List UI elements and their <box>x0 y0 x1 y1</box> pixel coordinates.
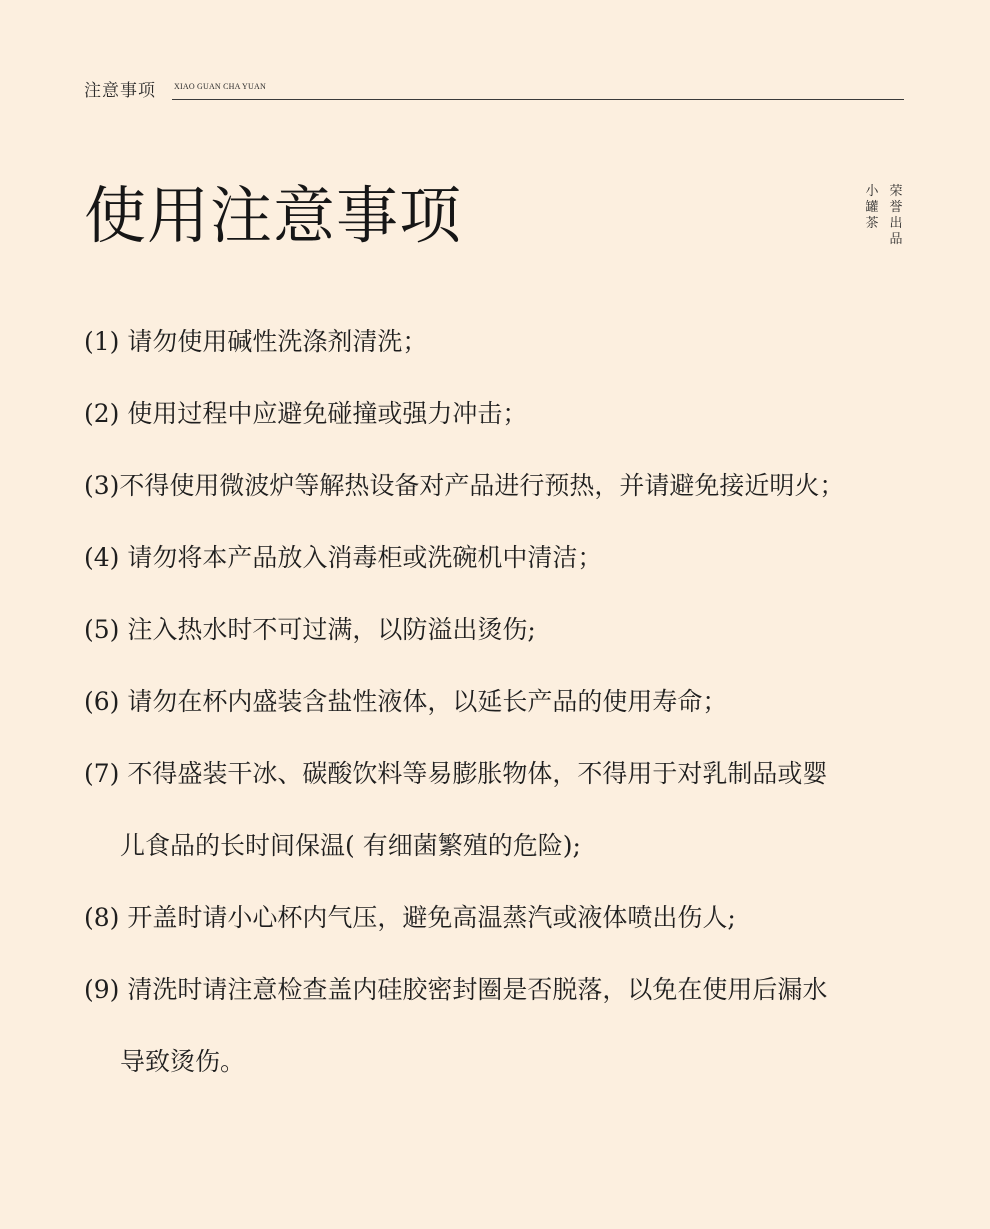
header-title-en: XIAO GUAN CHA YUAN <box>174 82 266 91</box>
badge-column-right: 荣誉出品 <box>889 184 903 247</box>
note-item-8: (8) 开盖时请小心杯内气压，避免高温蒸汽或液体喷出伤人; <box>84 903 736 932</box>
note-item-5: (5) 注入热水时不可过满，以防溢出烫伤; <box>84 615 536 644</box>
badge-column-left: 小罐茶 <box>865 184 879 231</box>
note-item-9: (9) 清洗时请注意检查盖内硅胶密封圈是否脱落，以免在使用后漏水 <box>84 975 828 1004</box>
note-item-2: (2) 使用过程中应避免碰撞或强力冲击； <box>84 399 528 428</box>
note-item-6: (6) 请勿在杯内盛装含盐性液体，以延长产品的使用寿命； <box>84 687 728 716</box>
note-item-9-continued: 导致烫伤。 <box>120 1047 246 1076</box>
note-item-7: (7) 不得盛装干冰、碳酸饮料等易膨胀物体，不得用于对乳制品或婴 <box>84 759 828 788</box>
note-item-1: (1) 请勿使用碱性洗涤剂清洗； <box>84 327 428 356</box>
note-item-3: (3)不得使用微波炉等解热设备对产品进行预热，并请避免接近明火； <box>84 471 845 500</box>
page-title: 使用注意事项 <box>84 179 463 252</box>
note-item-4: (4) 请勿将本产品放入消毒柜或洗碗机中清洁； <box>84 543 603 572</box>
header-title-cn: 注意事项 <box>84 81 156 101</box>
note-item-7-continued: 儿食品的长时间保温( 有细菌繁殖的危险); <box>120 831 581 860</box>
